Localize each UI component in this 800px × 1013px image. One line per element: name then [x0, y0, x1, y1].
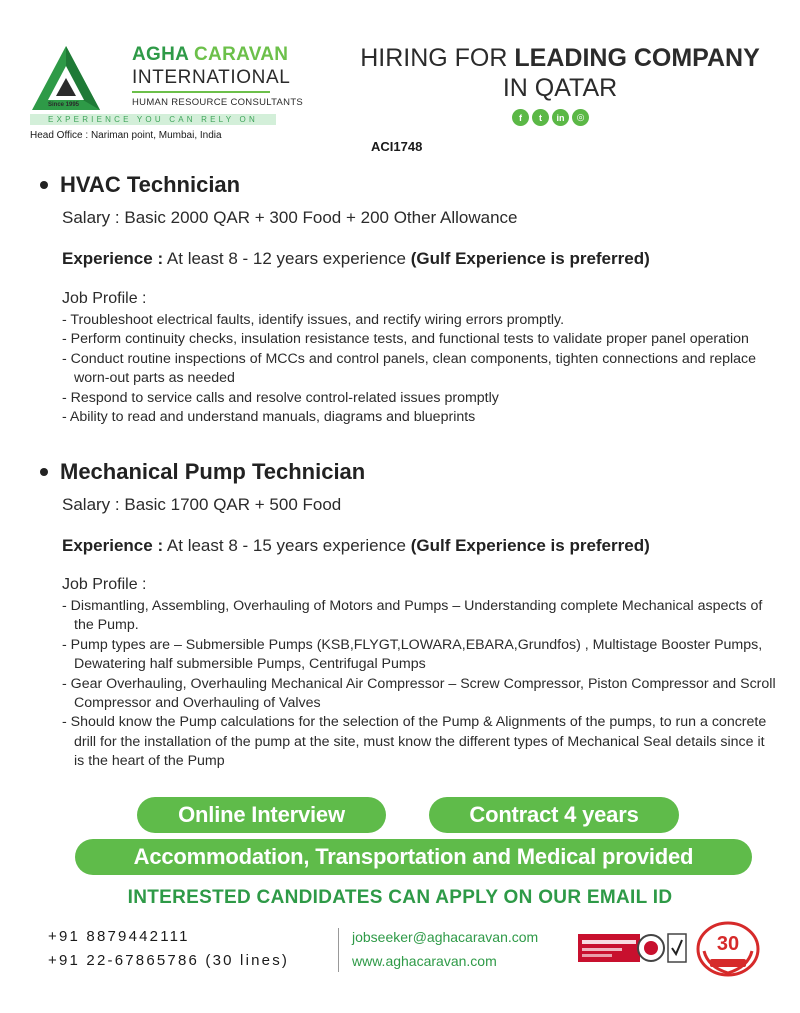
bullet-icon — [40, 181, 48, 189]
experience-label: Experience : — [62, 536, 164, 555]
certification-logo-icon — [578, 928, 688, 968]
logo-name-line1 — [132, 44, 288, 66]
instagram-icon[interactable]: ◎ — [572, 109, 589, 126]
anniversary-badge — [696, 921, 760, 977]
phone-number-2[interactable]: +91 22-67865786 (30 lines) — [48, 952, 290, 969]
job-title-text: Mechanical Pump Technician — [60, 459, 366, 484]
company-logo — [26, 38, 304, 148]
bullet-icon — [40, 468, 48, 476]
social-icons — [512, 109, 589, 126]
job-title-pump — [40, 459, 365, 485]
website-link[interactable]: www.aghacaravan.com — [352, 953, 497, 969]
experience-note: (Gulf Experience is preferred) — [410, 249, 650, 268]
list-item: - Ability to read and understand manuals, diagrams and blueprints — [62, 408, 778, 427]
duties-list-hvac — [62, 311, 778, 427]
experience-note: (Gulf Experience is preferred) — [410, 536, 650, 555]
list-item: - Respond to service calls and resolve control-related issues promptly — [62, 389, 778, 408]
job-profile-label: Job Profile : — [62, 290, 147, 307]
list-item: - Gear Overhauling, Overhauling Mechanical Air Compressor – Screw Compressor, Piston Compressor and Scroll Compressor and Overhauling of Valves — [62, 675, 778, 714]
list-item: - Pump types are – Submersible Pumps (KSB,FLYGT,LOWARA,EBARA,Grundfos) , Multistage Booster Pumps, Dewatering half submersible Pumps, Centrifugal Pumps — [62, 636, 778, 675]
facebook-icon[interactable]: f — [512, 109, 529, 126]
since-label: Since 1995 — [48, 102, 80, 108]
hiring-headline — [340, 44, 780, 103]
logo-name-part2: CARAVAN — [194, 44, 289, 65]
twitter-icon[interactable]: t — [532, 109, 549, 126]
linkedin-icon[interactable]: in — [552, 109, 569, 126]
job-reference: ACI1748 — [371, 139, 423, 154]
salary-hvac: Salary : Basic 2000 QAR + 300 Food + 200 Other Allowance — [62, 208, 518, 227]
experience-pump — [62, 536, 650, 556]
list-item: - Troubleshoot electrical faults, identify issues, and rectify wiring errors promptly. — [62, 311, 778, 330]
list-item: - Should know the Pump calculations for the selection of the Pump & Alignments of the pumps, to run a concrete drill for the installation of the pump at the site, must know the different types of Mechanical Seal details since it is the heart of the Pump — [62, 713, 778, 771]
salary-pump: Salary : Basic 1700 QAR + 500 Food — [62, 495, 342, 514]
email-link[interactable]: jobseeker@aghacaravan.com — [352, 929, 539, 945]
head-office: Head Office : Nariman point, Mumbai, India — [30, 130, 222, 141]
phone-number-1[interactable]: +91 8879442111 — [48, 928, 190, 945]
hiring-prefix: HIRING FOR — [360, 44, 508, 72]
hiring-line1 — [340, 44, 780, 73]
hiring-line2: IN QATAR — [502, 74, 618, 102]
logo-divider — [132, 91, 270, 93]
logo-name-line2: INTERNATIONAL — [132, 67, 291, 88]
experience-text: At least 8 - 15 years experience — [166, 536, 406, 555]
list-item: - Perform continuity checks, insulation resistance tests, and functional tests to validate proper panel operation — [62, 330, 778, 349]
experience-hvac — [62, 249, 650, 269]
contract-badge: Contract 4 years — [429, 797, 679, 833]
job-title-text: HVAC Technician — [60, 172, 241, 197]
logo-subtitle: HUMAN RESOURCE CONSULTANTS — [132, 97, 304, 108]
list-item: - Conduct routine inspections of MCCs and control panels, clean components, tighten connections and replace worn-out parts as needed — [62, 350, 778, 389]
experience-label: Experience : — [62, 249, 164, 268]
list-item: - Dismantling, Assembling, Overhauling of Motors and Pumps – Understanding complete Mechanical aspects of the Pump. — [62, 597, 778, 636]
benefits-badge: Accommodation, Transportation and Medical provided — [75, 839, 752, 875]
apply-call-to-action: INTERESTED CANDIDATES CAN APPLY ON OUR EMAIL ID — [127, 887, 673, 908]
job-title-hvac — [40, 172, 240, 198]
badge-number: 30 — [716, 933, 740, 955]
hiring-bold: LEADING COMPANY — [514, 44, 760, 72]
logo-name-part1: AGHA — [132, 44, 189, 65]
logo-tagline: EXPERIENCE YOU CAN RELY ON — [30, 114, 276, 125]
online-interview-badge: Online Interview — [137, 797, 386, 833]
footer-divider — [338, 928, 339, 972]
duties-list-pump — [62, 597, 778, 772]
experience-text: At least 8 - 12 years experience — [166, 249, 406, 268]
job-profile-label: Job Profile : — [62, 576, 147, 593]
